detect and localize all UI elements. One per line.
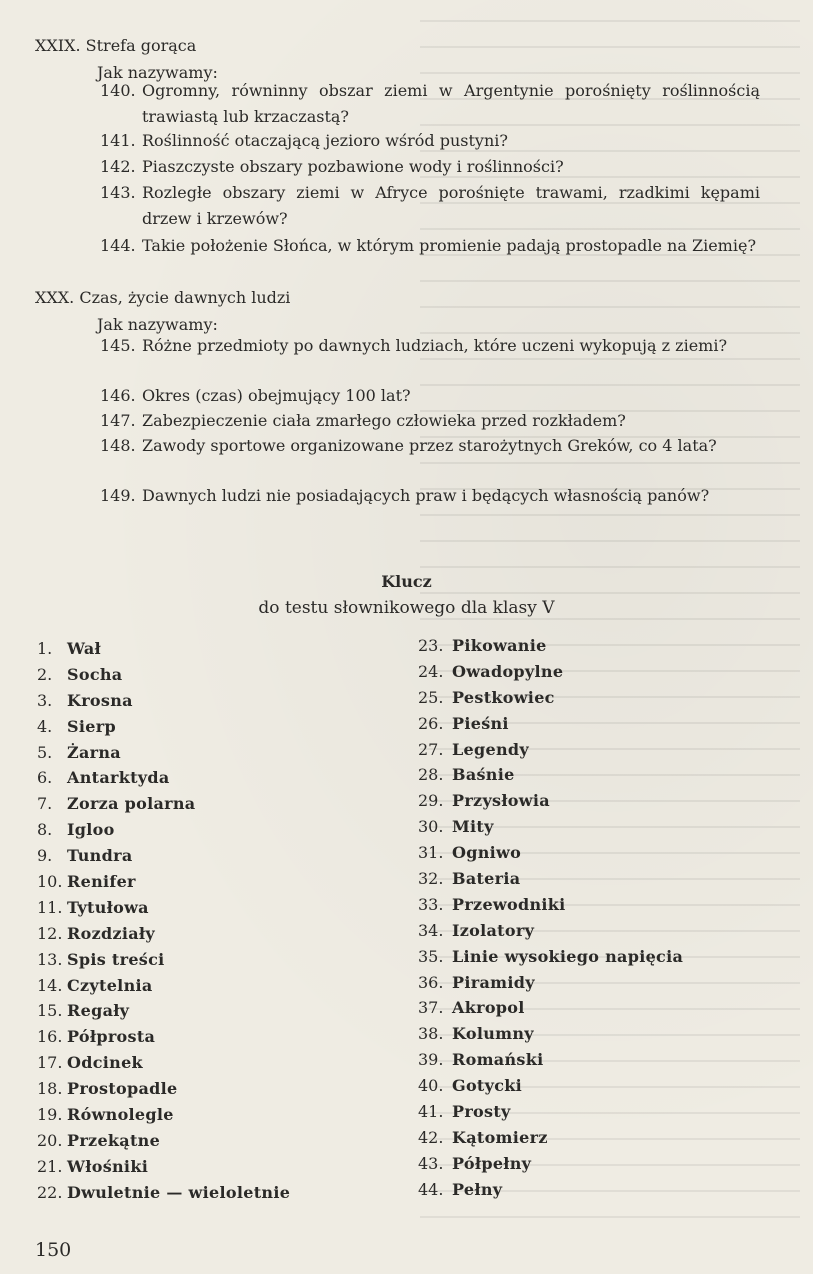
answer-text: Gotycki [452, 1076, 523, 1096]
question-140 [100, 78, 760, 130]
answer-item [37, 895, 290, 921]
answer-text: Przysłowia [452, 791, 550, 811]
answer-number: 15. [37, 1001, 63, 1021]
answer-number: 27. [418, 739, 444, 759]
answer-number: 35. [418, 946, 444, 966]
answer-item [37, 765, 290, 791]
answer-item [37, 998, 290, 1024]
answer-item [37, 1024, 290, 1050]
answer-number: 36. [418, 972, 444, 992]
answer-text: Półpełny [452, 1153, 532, 1173]
question-number: 142. [100, 157, 136, 176]
answer-item [418, 1021, 683, 1047]
question-141 [100, 128, 760, 154]
answer-item [37, 662, 290, 688]
answer-item [37, 973, 290, 999]
answer-number: 11. [37, 897, 63, 917]
answer-number: 4. [37, 716, 53, 736]
answer-number: 10. [37, 872, 63, 892]
answer-number: 19. [37, 1105, 63, 1125]
answer-item [418, 1073, 683, 1099]
question-number: 147. [100, 411, 136, 430]
answer-item [418, 788, 683, 814]
answer-number: 12. [37, 923, 63, 943]
question-text: Piaszczyste obszary pozbawione wody i roślinności? [142, 157, 564, 176]
answer-text: Izolatory [452, 920, 535, 940]
answer-key-title: Klucz [381, 572, 432, 591]
answer-number: 2. [37, 664, 53, 684]
answer-text: Półprosta [67, 1027, 156, 1047]
answer-item [37, 921, 290, 947]
page-number: 150 [35, 1239, 72, 1261]
answer-number: 6. [37, 768, 53, 788]
answer-text: Kolumny [452, 1024, 534, 1044]
answer-number: 29. [418, 791, 444, 811]
answer-text: Czytelnia [67, 975, 153, 995]
answer-item [37, 947, 290, 973]
answer-number: 21. [37, 1156, 63, 1176]
answer-text: Odcinek [67, 1053, 143, 1073]
answer-number: 34. [418, 920, 444, 940]
answer-item [37, 636, 290, 662]
answer-number: 38. [418, 1024, 444, 1044]
answer-number: 14. [37, 975, 63, 995]
answer-text: Pieśni [452, 713, 509, 733]
answer-text: Tytułowa [67, 897, 149, 917]
question-142 [100, 154, 760, 180]
question-147 [100, 408, 760, 434]
question-number: 140. [100, 81, 136, 100]
question-text: Dawnych ludzi nie posiadających praw i będących własnością panów? [142, 486, 710, 505]
answer-text: Tundra [67, 846, 133, 866]
question-143 [100, 180, 760, 232]
question-text: Okres (czas) obejmujący 100 lat? [142, 386, 411, 405]
answer-text: Bateria [452, 869, 521, 889]
answer-text: Żarna [67, 742, 121, 762]
question-number: 149. [100, 486, 136, 505]
answer-item [418, 918, 683, 944]
answer-key-right-column [418, 633, 683, 1203]
answer-text: Pikowanie [452, 636, 547, 655]
answer-text: Krosna [67, 690, 133, 710]
answer-text: Sierp [67, 716, 116, 736]
answer-number: 32. [418, 869, 444, 889]
answer-text: Renifer [67, 872, 136, 892]
answer-text: Pełny [452, 1179, 503, 1199]
answer-number: 9. [37, 846, 53, 866]
answer-number: 30. [418, 817, 444, 837]
answer-item [37, 1050, 290, 1076]
answer-number: 40. [418, 1076, 444, 1096]
answer-text: Akropol [452, 998, 525, 1018]
answer-number: 1. [37, 639, 53, 658]
answer-item [37, 740, 290, 766]
section-prompt-xxx: Jak nazywamy: [97, 315, 218, 334]
answer-text: Igloo [67, 820, 115, 840]
section-title-xxix: XXIX. Strefa gorąca [35, 36, 197, 55]
answer-item [418, 1125, 683, 1151]
answer-number: 24. [418, 661, 444, 681]
question-149 [100, 483, 760, 509]
answer-text: Prostopadle [67, 1079, 178, 1099]
answer-number: 26. [418, 713, 444, 733]
answer-text: Legendy [452, 739, 530, 759]
answer-item [418, 814, 683, 840]
answer-text: Mity [452, 817, 494, 837]
answer-text: Przewodniki [452, 894, 566, 914]
question-number: 141. [100, 131, 136, 150]
answer-number: 7. [37, 794, 53, 814]
answer-text: Zorza polarna [67, 794, 196, 814]
answer-text: Włośniki [67, 1156, 149, 1176]
question-148 [100, 433, 760, 459]
answer-item [418, 840, 683, 866]
answer-number: 17. [37, 1053, 63, 1073]
answer-text: Kątomierz [452, 1127, 548, 1147]
answer-number: 41. [418, 1102, 444, 1122]
answer-item [418, 892, 683, 918]
answer-text: Pestkowiec [452, 687, 555, 707]
answer-number: 42. [418, 1127, 444, 1147]
question-text: Różne przedmioty po dawnych ludziach, które uczeni wykopują z ziemi? [142, 336, 728, 355]
answer-number: 5. [37, 742, 53, 762]
answer-key-left-column [37, 636, 290, 1206]
answer-text: Baśnie [452, 765, 515, 785]
answer-text: Dwuletnie — wieloletnie [67, 1182, 291, 1202]
answer-item [418, 685, 683, 711]
answer-text: Regały [67, 1001, 130, 1021]
answer-item [37, 869, 290, 895]
answer-text: Socha [67, 664, 123, 684]
answer-key-subtitle: do testu słownikowego dla klasy V [258, 598, 555, 618]
answer-number: 23. [418, 636, 444, 655]
answer-text: Owadopylne [452, 661, 564, 681]
answer-text: Prosty [452, 1102, 511, 1122]
question-145 [100, 333, 760, 359]
answer-number: 18. [37, 1079, 63, 1099]
answer-item [418, 1047, 683, 1073]
answer-item [418, 711, 683, 737]
answer-item [418, 1099, 683, 1125]
question-number: 146. [100, 386, 136, 405]
answer-text: Spis treści [67, 949, 165, 969]
answer-item [37, 1076, 290, 1102]
answer-text: Rozdziały [67, 923, 155, 943]
answer-item [418, 737, 683, 763]
answer-text: Piramidy [452, 972, 535, 992]
answer-number: 33. [418, 894, 444, 914]
answer-item [418, 995, 683, 1021]
answer-item [37, 1102, 290, 1128]
answer-text: Przekątne [67, 1130, 161, 1150]
question-number: 145. [100, 336, 136, 355]
question-number: 143. [100, 183, 136, 202]
answer-item [418, 659, 683, 685]
question-text: Ogromny, równinny obszar ziemi w Argentynie porośnięty roślinnością trawiastą lub krzaczastą? [142, 81, 760, 126]
question-text: Rozległe obszary ziemi w Afryce porośnięte trawami, rzadkimi kępami drzew i krzewów? [142, 183, 760, 228]
answer-text: Antarktyda [67, 768, 170, 788]
answer-text: Równolegle [67, 1105, 174, 1125]
answer-number: 3. [37, 690, 53, 710]
answer-number: 31. [418, 843, 444, 863]
answer-number: 16. [37, 1027, 63, 1047]
answer-text: Ogniwo [452, 843, 522, 863]
answer-item [37, 843, 290, 869]
answer-number: 8. [37, 820, 53, 840]
answer-text: Wał [67, 639, 102, 658]
answer-number: 25. [418, 687, 444, 707]
answer-item [37, 714, 290, 740]
answer-item [37, 791, 290, 817]
answer-text: Linie wysokiego napięcia [452, 946, 684, 966]
section-prompt-xxix: Jak nazywamy: [97, 63, 218, 82]
question-text: Takie położenie Słońca, w którym promienie padają prostopadle na Ziemię? [142, 236, 757, 255]
question-text: Zabezpieczenie ciała zmarłego człowieka przed rozkładem? [142, 411, 626, 430]
answer-item [418, 1177, 683, 1203]
answer-number: 20. [37, 1130, 63, 1150]
answer-item [418, 970, 683, 996]
question-146 [100, 383, 760, 409]
answer-text: Romański [452, 1050, 544, 1070]
question-text: Roślinność otaczającą jezioro wśród pustyni? [142, 131, 508, 150]
answer-item [418, 1151, 683, 1177]
question-number: 148. [100, 436, 136, 455]
answer-item [37, 688, 290, 714]
answer-number: 13. [37, 949, 63, 969]
answer-item [37, 817, 290, 843]
answer-item [37, 1180, 290, 1206]
question-text: Zawody sportowe organizowane przez starożytnych Greków, co 4 lata? [142, 436, 717, 455]
answer-item [418, 944, 683, 970]
answer-number: 39. [418, 1050, 444, 1070]
answer-number: 44. [418, 1179, 444, 1199]
answer-number: 43. [418, 1153, 444, 1173]
question-number: 144. [100, 236, 136, 255]
answer-number: 22. [37, 1182, 63, 1202]
answer-item [37, 1154, 290, 1180]
answer-item [37, 1128, 290, 1154]
answer-item [418, 866, 683, 892]
section-title-xxx: XXX. Czas, życie dawnych ludzi [35, 288, 291, 307]
question-144 [100, 233, 760, 259]
answer-number: 37. [418, 998, 444, 1018]
answer-item [418, 633, 683, 659]
answer-number: 28. [418, 765, 444, 785]
answer-item [418, 762, 683, 788]
